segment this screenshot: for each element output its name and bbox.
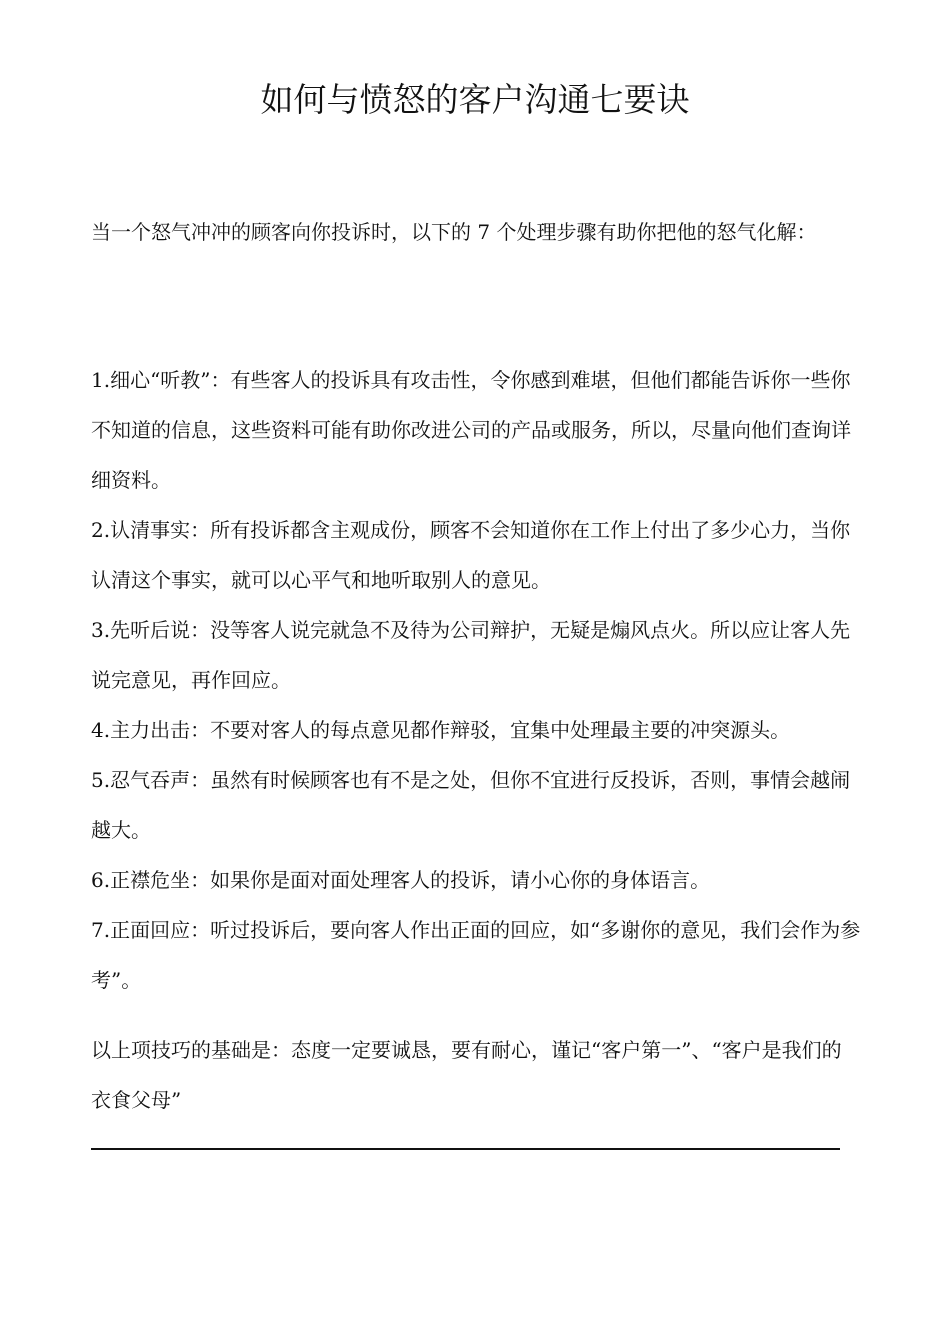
intro-paragraph: 当一个怒气冲冲的顾客向你投诉时，以下的 7 个处理步骤有助你把他的怒气化解： bbox=[91, 220, 817, 244]
tip-item-2: 2.认清事实：所有投诉都含主观成份，顾客不会知道你在工作上付出了多少心力，当你认清这个事实，就可以心平气和地听取别人的意见。 bbox=[91, 518, 851, 592]
tip-item-3: 3.先听后说：没等客人说完就急不及待为公司辩护，无疑是煽风点火。所以应让客人先说完意见，再作回应。 bbox=[91, 618, 851, 692]
tip-item-5: 5.忍气吞声：虽然有时候顾客也有不是之处，但你不宜进行反投诉，否则，事情会越闹越大。 bbox=[91, 768, 851, 842]
document-title: 如何与愤怒的客户沟通七要诀 bbox=[260, 80, 690, 119]
closing-paragraph: 以上项技巧的基础是：态度一定要诚恳，要有耐心，谨记“客户第一”、“客户是我们的衣食父母” bbox=[91, 1038, 842, 1112]
horizontal-divider bbox=[91, 1148, 840, 1150]
tips-list bbox=[91, 355, 861, 1005]
tip-item-1: 1.细心“听教”：有些客人的投诉具有攻击性，令你感到难堪，但他们都能告诉你一些你不知道的信息，这些资料可能有助你改进公司的产品或服务，所以，尽量向他们查询详细资料。 bbox=[91, 368, 851, 492]
tip-item-7: 7.正面回应：听过投诉后，要向客人作出正面的回应，如“多谢你的意见，我们会作为参考”。 bbox=[91, 918, 861, 992]
tip-item-6: 6.正襟危坐：如果你是面对面处理客人的投诉，请小心你的身体语言。 bbox=[91, 868, 711, 892]
tip-item-4: 4.主力出击：不要对客人的每点意见都作辩驳，宜集中处理最主要的冲突源头。 bbox=[91, 718, 791, 742]
